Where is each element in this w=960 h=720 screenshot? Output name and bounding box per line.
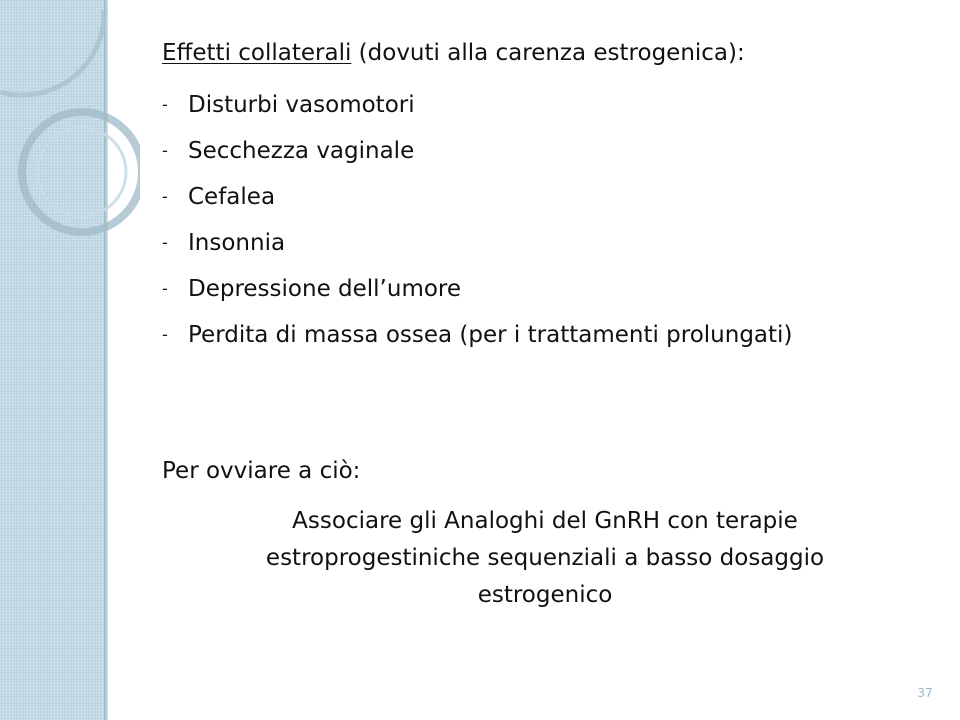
list-item — [162, 312, 792, 358]
bullet-dash: - — [162, 187, 168, 206]
list-item — [162, 266, 792, 312]
bullet-dash: - — [162, 141, 168, 160]
list-item — [162, 174, 792, 220]
list-item-text: Secchezza vaginale — [188, 138, 415, 164]
heading-underlined: Effetti collaterali — [162, 40, 352, 66]
slide-heading — [162, 37, 745, 69]
list-item-text: Cefalea — [188, 184, 276, 210]
slide-subheading: Per ovviare a ciò: — [162, 458, 361, 484]
list-item-text: Disturbi vasomotori — [188, 92, 415, 118]
list-item-text: Perdita di massa ossea (per i trattamenti prolungati) — [188, 322, 793, 348]
list-item — [162, 220, 792, 266]
bullet-dash: - — [162, 95, 168, 114]
list-item-text: Insonnia — [188, 230, 286, 256]
slide-paragraph: Associare gli Analoghi del GnRH con terapie estroprogestiniche sequenziali a basso dosaggio estrogenico — [265, 508, 825, 608]
page-number: 37 — [917, 686, 933, 700]
heading-rest: (dovuti alla carenza estrogenica): — [351, 40, 745, 66]
list-item-text: Depressione dell’umore — [188, 276, 462, 302]
bullet-dash: - — [162, 233, 168, 252]
bullet-dash: - — [162, 279, 168, 298]
list-item — [162, 82, 792, 128]
bullet-dash: - — [162, 325, 168, 344]
list-item — [162, 128, 792, 174]
side-effects-list — [162, 82, 792, 358]
